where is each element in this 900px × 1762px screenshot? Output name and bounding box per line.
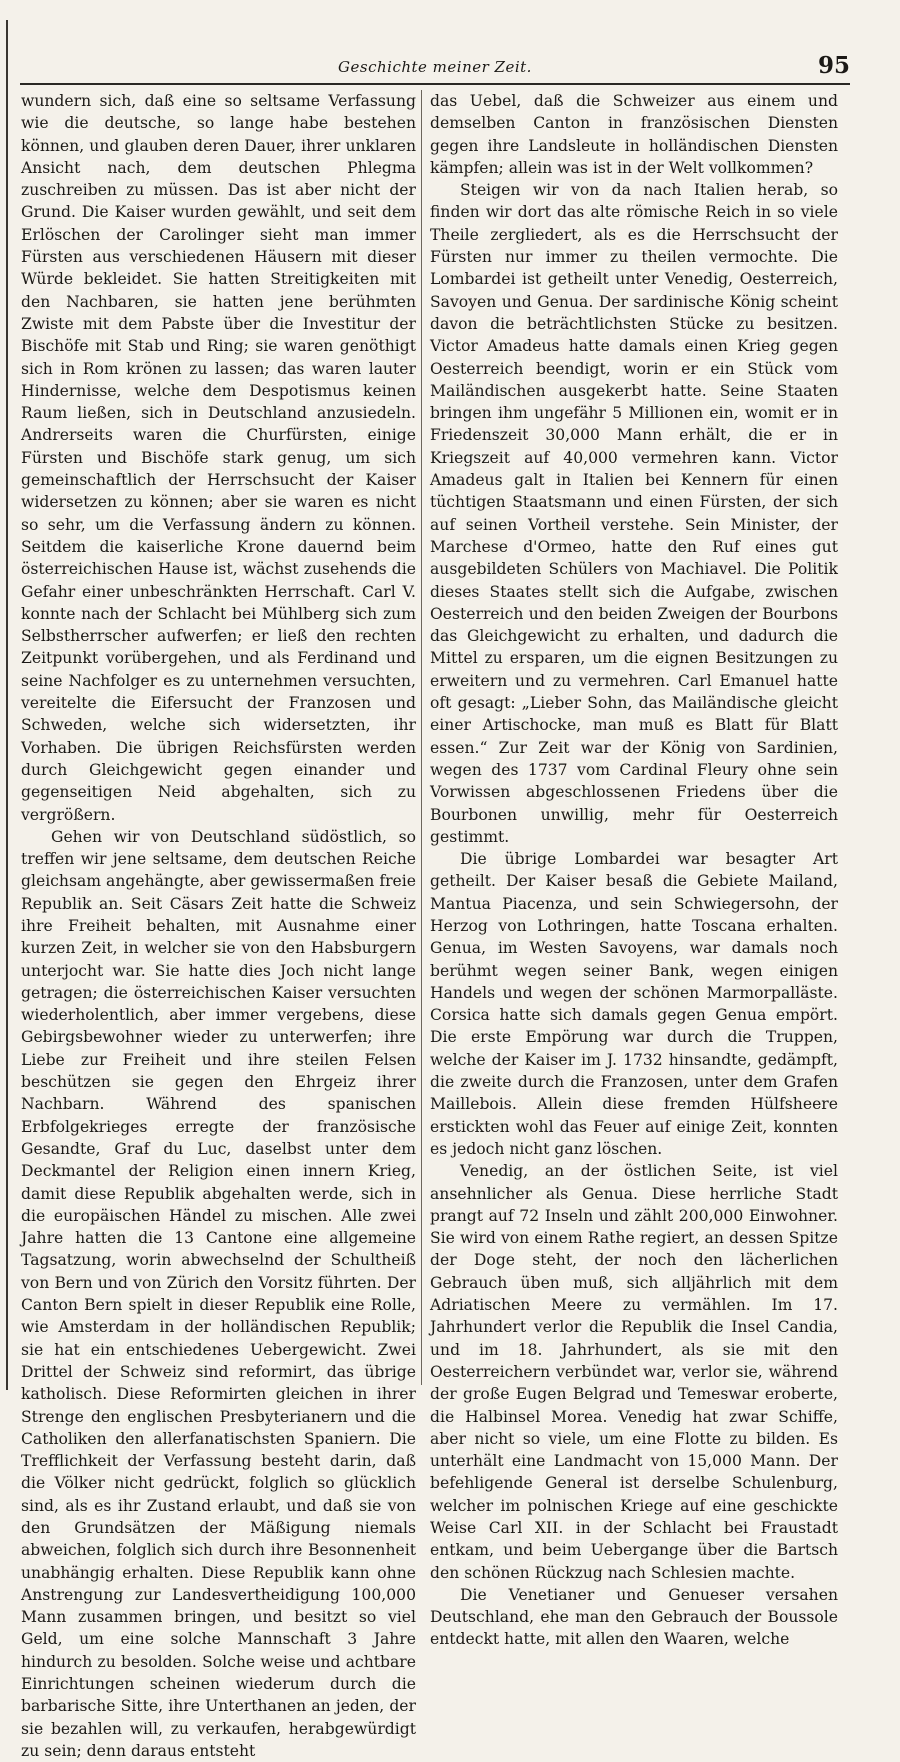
column-divider bbox=[421, 90, 422, 1385]
paragraph: wundern sich, daß eine so seltsame Verfassung wie die deutsche, so lange habe bestehen können, und glauben deren Dauer, ihrer unklaren Ansicht nach, dem deutschen Phlegma zuschreiben zu müssen. Das ist aber nicht der Grund. Die Kaiser wurden gewählt, und seit dem Erlöschen der Carolinger sieht man immer Fürsten aus verschiedenen Häusern mit dieser Würde bekleidet. Sie hatten Streitigkeiten mit den Nachbaren, sie hatten jene berühmten Zwiste mit dem Pabste über die Investitur der Bischöfe mit Stab und Ring; sie waren genöthigt sich in Rom krönen zu lassen; das waren lauter Hindernisse, welche dem Despotismus keinen Raum ließen, sich in Deutschland anzusiedeln. Andrerseits waren die Churfürsten, einige Fürsten und Bischöfe stark genug, um sich gemeinschaftlich der Herrschsucht der Kaiser widersetzen zu können; aber sie waren es nicht so sehr, um die Verfassung ändern zu können. Seitdem die kaiserliche Krone dauernd beim österreichischen Hause ist, wächst zusehends die Gefahr einer unbeschränkten Herrschaft. Carl V. konnte nach der Schlacht bei Mühlberg sich zum Selbstherrscher aufwerfen; er ließ den rechten Zeitpunkt vorübergehen, und als Ferdinand und seine Nachfolger es zu unternehmen versuchten, vereitelte die Eifersucht der Franzosen und Schweden, welche sich widersetzten, ihr Vorhaben. Die übrigen Reichsfürsten werden durch Gleichgewicht gegen einander und gegenseitigen Neid abgehalten, sich zu vergrößern. bbox=[21, 92, 416, 824]
paragraph: Steigen wir von da nach Italien herab, so finden wir dort das alte römische Reich in so viele Theile zergliedert, als es die Herrschsucht der Fürsten nur immer zu theilen vermochte. Die Lombardei ist getheilt unter Venedig, Oesterreich, Savoyen und Genua. Der sardinische König scheint davon die beträchtlichsten Stücke zu besitzen. Victor Amadeus hatte damals einen Krieg gegen Oesterreich beendigt, worin er ein Stück vom Mailändischen ausgekerbt hatte. Seine Staaten bringen ihm ungefähr 5 Millionen ein, womit er in Friedenszeit 30,000 Mann erhält, die er in Kriegszeit auf 40,000 vermehren kann. Victor Amadeus galt in Italien bei Kennern für einen tüchtigen Staatsmann und einen Fürsten, der sich auf seinen Vortheil verstehe. Sein Minister, der Marchese d'Ormeo, hatte den Ruf eines gut ausgebildeten Schülers von Machiavel. Die Politik dieses Staates stellt sich die Aufgabe, zwischen Oesterreich und den beiden Zweigen der Bourbons das Gleichgewicht zu erhalten, und dadurch die Mittel zu ersparen, um die eignen Besitzungen zu erweitern und zu vermehren. Carl Emanuel hatte oft gesagt: „Lieber Sohn, das Mailändische gleicht einer Artischocke, man muß es Blatt für Blatt essen.“ Zur Zeit war der König von Sardinien, wegen des 1737 vom Cardinal Fleury ohne sein Vorwissen abgeschlossenen Friedens über die Bourbonen unwillig, mehr für Oesterreich gestimmt. bbox=[430, 181, 838, 846]
right-column bbox=[430, 90, 838, 1651]
paragraph: Die übrige Lombardei war besagter Art getheilt. Der Kaiser besaß die Gebiete Mailand, Mantua Piacenza, und sein Schwiegersohn, der Herzog von Lothringen, hatte Toscana erhalten. Genua, im Westen Savoyens, war damals noch berühmt wegen seiner Bank, wegen einigen Handels und wegen der schönen Marmorpalläste. Corsica hatte sich damals gegen Genua empört. Die erste Empörung war durch die Truppen, welche der Kaiser im J. 1732 hinsandte, gedämpft, die zweite durch die Franzosen, unter dem Grafen Maillebois. Allein diese fremden Hülfsheere erstickten wohl das Feuer auf einige Zeit, konnten es jedoch nicht ganz löschen. bbox=[430, 850, 838, 1158]
paragraph: Venedig, an der östlichen Seite, ist viel ansehnlicher als Genua. Diese herrliche Stadt prangt auf 72 Inseln und zählt 200,000 Einwohner. Sie wird von einem Rathe regiert, an dessen Spitze der Doge steht, der noch den lächerlichen Gebrauch üben muß, sich alljährlich mit dem Adriatischen Meere zu vermählen. Im 17. Jahrhundert verlor die Republik die Insel Candia, und im 18. Jahrhundert, als sie mit den Oesterreichern verbündet war, verlor sie, während der große Eugen Belgrad und Temeswar eroberte, die Halbinsel Morea. Venedig hat zwar Schiffe, aber nicht so viele, um eine Flotte zu bilden. Es unterhält eine Landmacht von 15,000 Mann. Der befehligende General ist derselbe Schulenburg, welcher im polnischen Kriege auf eine geschickte Weise Carl XII. in der Schlacht bei Fraustadt entkam, und beim Uebergange über die Bartsch den schönen Rückzug nach Schlesien machte. bbox=[430, 1162, 838, 1582]
page-number: 95 bbox=[817, 52, 850, 79]
paragraph: das Uebel, daß die Schweizer aus einem und demselben Canton in französischen Diensten gegen ihre Landsleute in holländischen Diensten kämpfen; allein was ist in der Welt vollkommen? bbox=[430, 92, 838, 177]
binding-edge bbox=[6, 20, 8, 1390]
paragraph: Gehen wir von Deutschland südöstlich, so treffen wir jene seltsame, dem deutschen Reiche gleichsam angehängte, aber gewissermaßen freie Republik an. Seit Cäsars Zeit hatte die Schweiz ihre Freiheit behalten, mit Ausnahme einer kurzen Zeit, in welcher sie von den Habsburgern unterjocht war. Sie hatte dies Joch nicht lange getragen; die österreichischen Kaiser versuchten wiederholentlich, aber immer vergebens, diese Gebirgsbewohner wieder zu unterwerfen; ihre Liebe zur Freiheit und ihre steilen Felsen beschützen sie gegen den Ehrgeiz ihrer Nachbarn. Während des spanischen Erbfolgekrieges erregte der französische Gesandte, Graf du Luc, daselbst unter dem Deckmantel der Religion einen innern Krieg, damit diese Republik abgehalten werde, sich in die europäischen Händel zu mischen. Alle zwei Jahre hatten die 13 Cantone eine allgemeine Tagsatzung, worin abwechselnd der Schultheiß von Bern und von Zürich den Vorsitz führten. Der Canton Bern spielt in dieser Republik eine Rolle, wie Amsterdam in der holländischen Republik; sie hat ein entschiedenes Uebergewicht. Zwei Drittel der Schweiz sind reformirt, das übrige katholisch. Diese Reformirten gleichen in ihrer Strenge den englischen Presbyterianern und die Catholiken den allerfanatischsten Spaniern. Die Trefflichkeit der Verfassung besteht darin, daß die Völker nicht gedrückt, folglich so glücklich sind, als es ihr Zustand erlaubt, und daß sie von den Grundsätzen der Mäßigung niemals abweichen, folglich sich durch ihre Besonnenheit unabhängig erhalten. Diese Republik kann ohne Anstrengung zur Landesvertheidigung 100,000 Mann zusammen bringen, und besitzt so viel Geld, um eine solche Mannschaft 3 Jahre hindurch zu besolden. Solche weise und achtbare Einrichtungen scheinen wiederum durch die barbarische Sitte, ihre Unterthanen an jeden, der sie bezahlen will, zu verkaufen, herabgewürdigt zu sein; denn daraus entsteht bbox=[21, 827, 416, 1760]
page-header bbox=[20, 50, 850, 80]
header-rule bbox=[20, 83, 850, 85]
paragraph: Die Venetianer und Genueser versahen Deutschland, ehe man den Gebrauch der Boussole entdeckt hatte, mit allen den Waaren, welche bbox=[430, 1585, 838, 1649]
running-title: Geschichte meiner Zeit. bbox=[338, 58, 532, 76]
left-column bbox=[21, 90, 416, 1762]
